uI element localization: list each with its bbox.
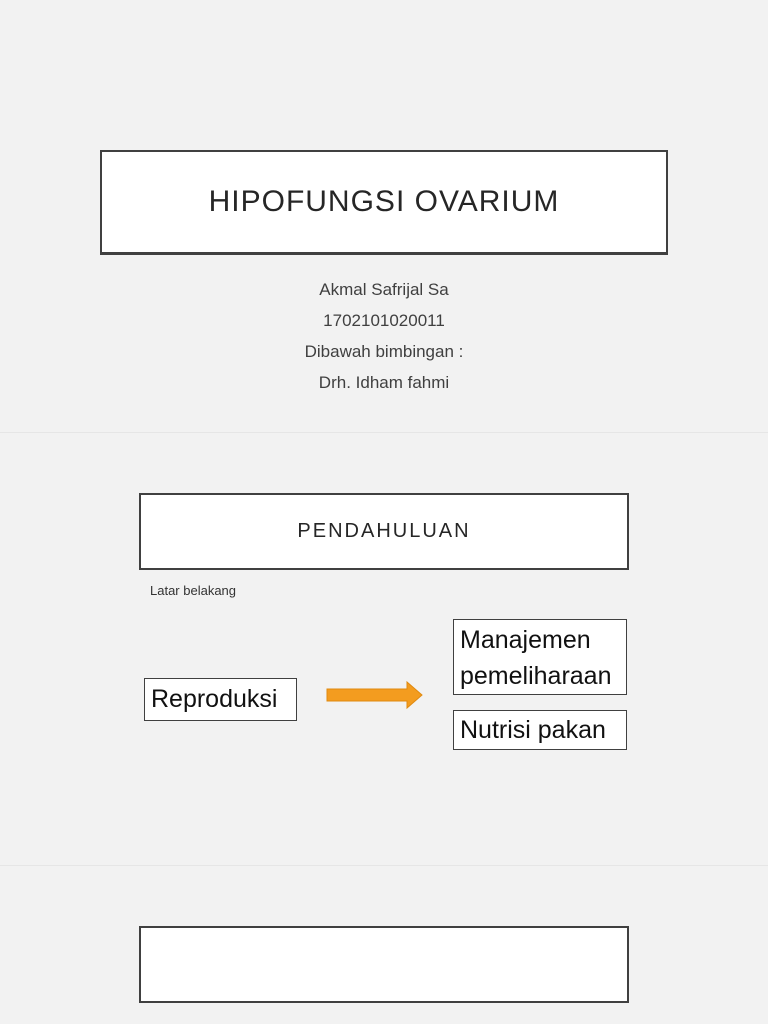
slide-2: [0, 433, 768, 865]
slide-2-title-box: [139, 493, 629, 570]
slide-1-subtitle: [0, 277, 768, 401]
student-id: 1702101020011: [323, 311, 445, 330]
diagram-box-nutrisi: Nutrisi pakan: [453, 710, 627, 750]
slide-1-title-box: [100, 150, 668, 255]
arrow-right-icon: [325, 681, 425, 711]
diagram-box-manajemen: Manajemen pemeliharaan: [453, 619, 627, 695]
slide-3-title-box: [139, 926, 629, 1003]
diagram-box-reproduksi: Reproduksi: [144, 678, 297, 721]
supervisor-name: Drh. Idham fahmi: [318, 373, 450, 392]
slide-1-title: HIPOFUNGSI OVARIUM: [208, 185, 560, 218]
author-name: Akmal Safrijal Sa: [319, 280, 449, 299]
slide-3: [0, 866, 768, 1024]
supervisor-label: Dibawah bimbingan :: [304, 342, 464, 361]
slide-2-title: PENDAHULUAN: [297, 520, 471, 542]
slide-1: [0, 0, 768, 432]
caption-latar-belakang: Latar belakang: [150, 583, 237, 598]
